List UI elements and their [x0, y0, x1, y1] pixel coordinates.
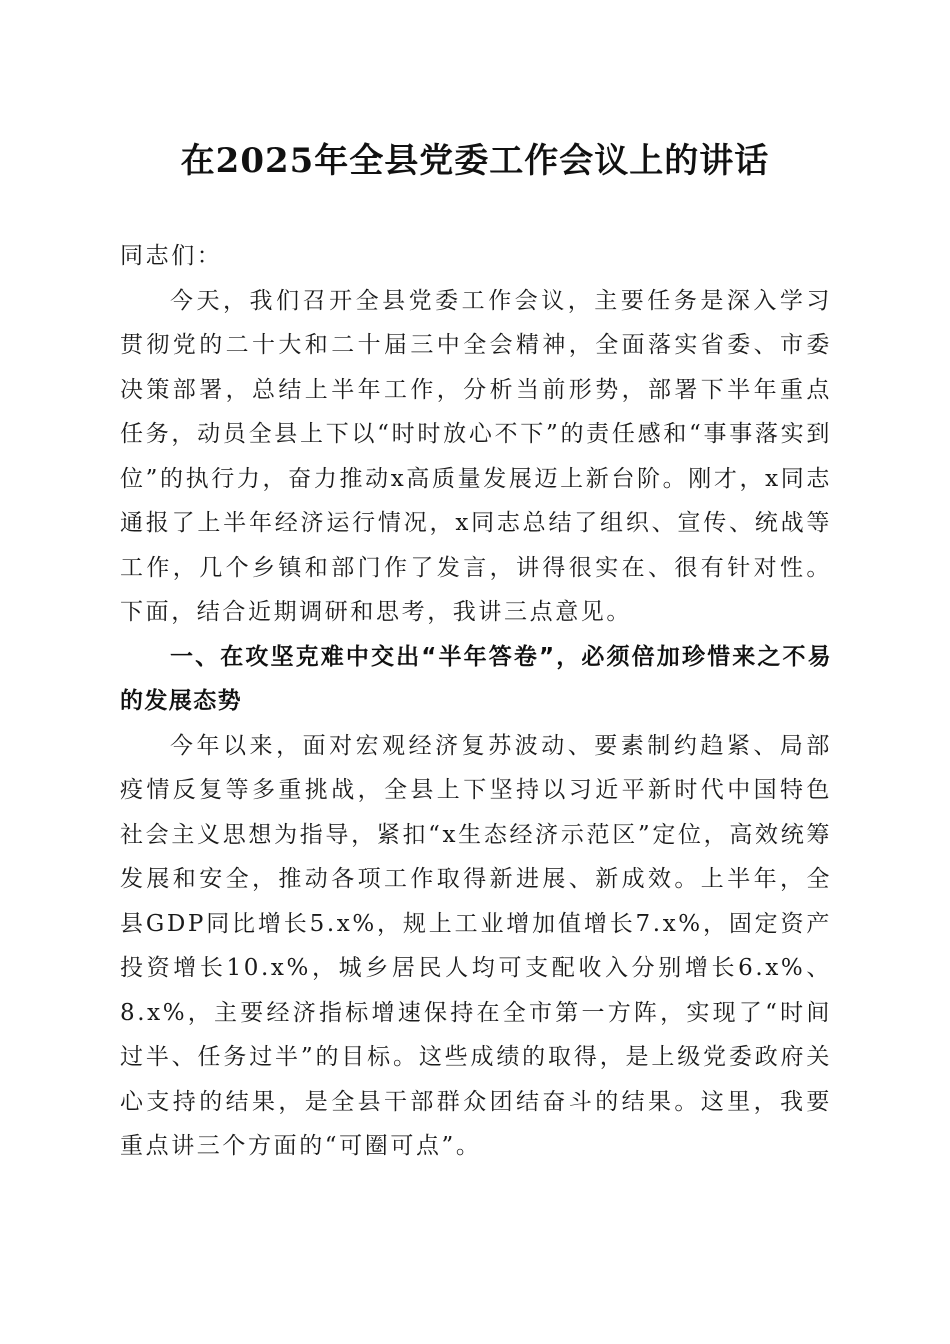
- document-body: [120, 234, 832, 1169]
- document-title: 在2025年全县党委工作会议上的讲话: [180, 141, 770, 181]
- salutation: 同志们：: [120, 243, 223, 269]
- section-1-paragraph: 今年以来，面对宏观经济复苏波动、要素制约趋紧、局部疫情反复等多重挑战，全县上下坚持以习近平新时代中国特色社会主义思想为指导，紧扣“x生态经济示范区”定位，高效统筹发展和安全，推动各项工作取得新进展、新成效。上半年，全县GDP同比增长5.x%，规上工业增加值增长7.x%，固定资产投资增长10.x%，城乡居民人均可支配收入分别增长6.x%、8.x%，主要经济指标增速保持在全市第一方阵，实现了“时间过半、任务过半”的目标。这些成绩的取得，是上级党委政府关心支持的结果，是全县干部群众团结奋斗的结果。这里，我要重点讲三个方面的“可圈可点”。: [120, 732, 832, 1159]
- intro-paragraph: 今天，我们召开全县党委工作会议，主要任务是深入学习贯彻党的二十大和二十届三中全会精神，全面落实省委、市委决策部署，总结上半年工作，分析当前形势，部署下半年重点任务，动员全县上下以“时时放心不下”的责任感和“事事落实到位”的执行力，奋力推动x高质量发展迈上新台阶。刚才，x同志通报了上半年经济运行情况，x同志总结了组织、宣传、统战等工作，几个乡镇和部门作了发言，讲得很实在、很有针对性。下面，结合近期调研和思考，我讲三点意见。: [120, 287, 832, 625]
- section-heading-1: 一、在攻坚克难中交出“半年答卷”，必须倍加珍惜来之不易的发展态势: [120, 643, 832, 714]
